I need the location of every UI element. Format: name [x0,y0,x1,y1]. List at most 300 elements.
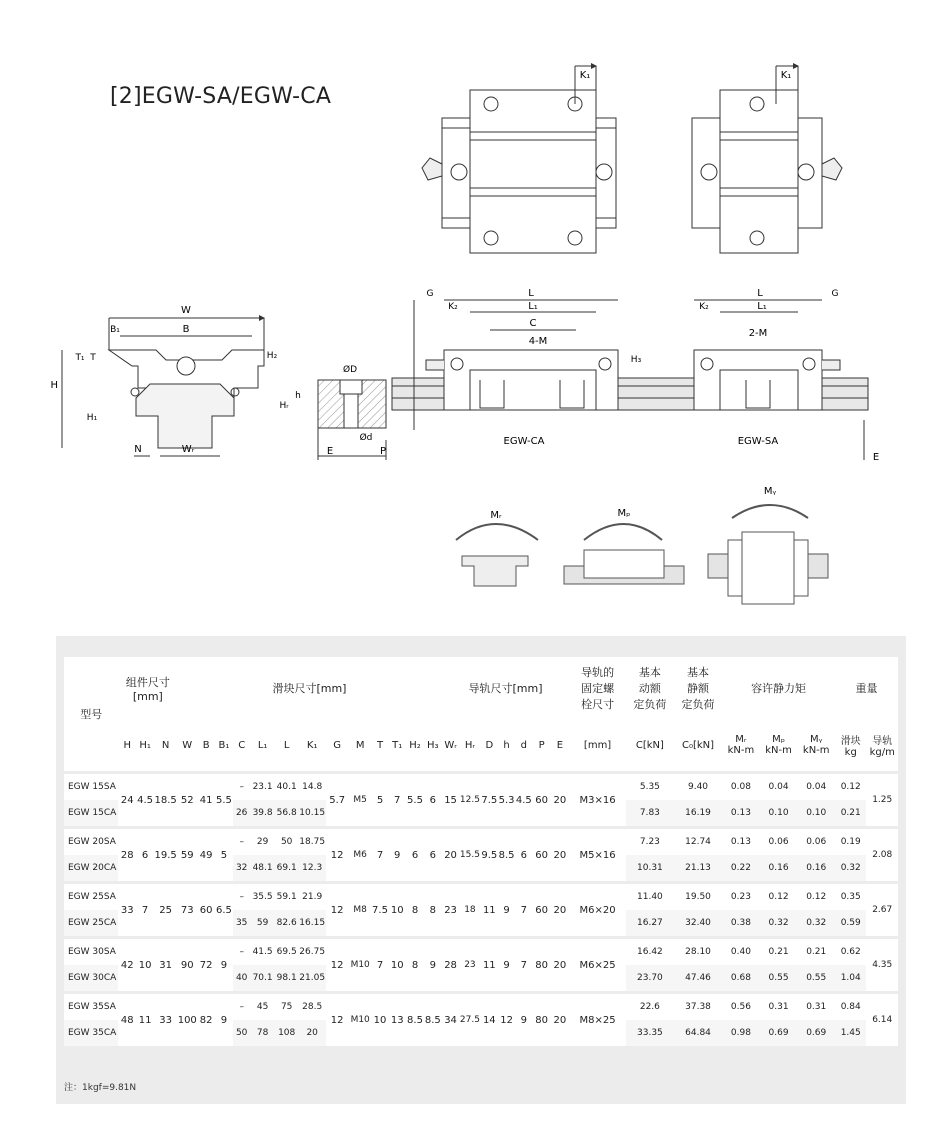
cell-C: – [233,774,251,800]
col-header: Mᵧ kN-m [797,719,835,771]
cell-static: 12.74 [674,829,722,855]
col-header: C₀[kN] [674,719,722,771]
col-header: E [551,719,570,771]
cell-my: 0.32 [797,910,835,936]
col-header: K₁ [299,719,326,771]
cell-WR: 23 [442,884,460,936]
col-header: N [154,719,177,771]
cell-L: 40.1 [275,774,299,800]
cell-W: 90 [177,939,197,991]
col-header: Hᵣ [459,719,480,771]
cell-K1: 21.05 [299,965,326,991]
cell-T1: 10 [388,939,406,991]
g-label-sa: G [831,289,839,299]
cell-my: 0.16 [797,855,835,881]
cell-L: 69.5 [275,939,299,965]
moment-my-icon [708,505,828,604]
cell-D: 11 [480,939,498,991]
cell-d: 7 [515,939,533,991]
cell-K1: 21.9 [299,884,326,910]
k1-label-ca: K₁ [579,70,591,81]
cell-H3: 9 [424,939,442,991]
cell-rail-weight: 6.14 [866,994,898,1046]
cell-C: 35 [233,910,251,936]
k1-label-sa: K₁ [780,70,792,81]
cell-mp: 0.55 [760,965,798,991]
end-view [62,318,264,456]
cell-static: 28.10 [674,939,722,965]
col-header: Mₚ kN-m [760,719,798,771]
cell-h: 9 [498,884,515,936]
m4-label: 4-M [528,336,548,347]
cell-mr: 0.40 [722,939,760,965]
cell-d: 9 [515,994,533,1046]
b-label: B [182,324,190,335]
cell-T1: 9 [388,829,406,881]
cell-block-weight: 0.12 [835,774,866,800]
cell-my: 0.06 [797,829,835,855]
cell-P: 80 [533,939,551,991]
cell-G: 5.7 [326,774,349,826]
cell-mp: 0.04 [760,774,798,800]
weight-header: 重量 [835,657,898,719]
cell-C: 40 [233,965,251,991]
cell-rail-weight: 1.25 [866,774,898,826]
cell-H1: 4.5 [136,774,154,826]
cell-H: 48 [118,994,136,1046]
cell-static: 19.50 [674,884,722,910]
cell-W: 52 [177,774,197,826]
cell-K1: 26.75 [299,939,326,965]
col-header: L₁ [251,719,275,771]
model-ca: EGW 15CA [64,800,118,826]
rail-header: 导轨尺寸[mm] [442,657,570,719]
cell-W: 59 [177,829,197,881]
cell-HR: 18 [459,884,480,936]
cell-static: 16.19 [674,800,722,826]
cell-mp: 0.31 [760,994,798,1020]
model-sa: EGW 25SA [64,884,118,910]
cell-H: 24 [118,774,136,826]
cell-rail-weight: 2.67 [866,884,898,936]
e-label-right: E [872,452,880,463]
model-ca: EGW 20CA [64,855,118,881]
cell-WR: 15 [442,774,460,826]
h1-label: H₁ [86,413,98,423]
cell-WR: 28 [442,939,460,991]
col-header: T [372,719,389,771]
cell-G: 12 [326,939,349,991]
bigd-label: ØD [342,365,358,375]
cell-dynamic: 10.31 [626,855,674,881]
cell-W: 100 [177,994,197,1046]
h-small-label: h [295,391,301,401]
cell-block-weight: 0.21 [835,800,866,826]
cell-B1: 9 [215,994,233,1046]
cell-H: 28 [118,829,136,881]
col-header: H₂ [406,719,424,771]
cell-C: 32 [233,855,251,881]
cell-d: 4.5 [515,774,533,826]
cell-E: 20 [551,884,570,936]
cell-mr: 0.56 [722,994,760,1020]
cell-H3: 8.5 [424,994,442,1046]
hr-label: Hᵣ [279,401,289,411]
cell-T1: 7 [388,774,406,826]
cell-L: 82.6 [275,910,299,936]
cell-static: 64.84 [674,1020,722,1046]
cell-P: 80 [533,994,551,1046]
cell-bolt: M8×25 [569,994,626,1046]
cell-bolt: M5×16 [569,829,626,881]
cell-D: 11 [480,884,498,936]
cell-H1: 11 [136,994,154,1046]
cell-dynamic: 5.35 [626,774,674,800]
col-header: W [177,719,197,771]
cell-static: 32.40 [674,910,722,936]
t1-label: T₁ [75,353,85,363]
model-ca: EGW 30CA [64,965,118,991]
cell-dynamic: 23.70 [626,965,674,991]
cell-static: 47.46 [674,965,722,991]
cell-L1: 45 [251,994,275,1020]
h3-label: H₃ [630,355,642,365]
cell-dynamic: 33.35 [626,1020,674,1046]
cell-mp: 0.12 [760,884,798,910]
model-sa: EGW 15SA [64,774,118,800]
cell-my: 0.21 [797,939,835,965]
cell-mr: 0.13 [722,800,760,826]
model-header: 型号 [64,657,118,771]
cell-P: 60 [533,774,551,826]
dynamic-load-header: 基本 动额 定负荷 [626,657,674,719]
cell-HR: 27.5 [459,994,480,1046]
cell-L1: 70.1 [251,965,275,991]
cell-H: 33 [118,884,136,936]
cell-E: 20 [551,829,570,881]
cell-T: 7.5 [372,884,389,936]
cell-my: 0.10 [797,800,835,826]
cell-T1: 10 [388,884,406,936]
cell-block-weight: 1.04 [835,965,866,991]
cell-N: 18.5 [154,774,177,826]
cell-L1: 23.1 [251,774,275,800]
cell-mr: 0.23 [722,884,760,910]
cell-WR: 34 [442,994,460,1046]
cell-rail-weight: 4.35 [866,939,898,991]
model-ca: EGW 25CA [64,910,118,936]
cell-L: 98.1 [275,965,299,991]
cell-mr: 0.68 [722,965,760,991]
t-label: T [90,353,96,363]
cell-dynamic: 11.40 [626,884,674,910]
col-header: H [118,719,136,771]
n-label: N [134,444,142,455]
cell-dynamic: 16.27 [626,910,674,936]
h2-label-end: H₂ [266,351,278,361]
col-header: T₁ [388,719,406,771]
cell-C: 26 [233,800,251,826]
cell-K1: 18.75 [299,829,326,855]
cell-L: 69.1 [275,855,299,881]
cell-L1: 29 [251,829,275,855]
cell-B1: 5.5 [215,774,233,826]
moment-mp-icon [564,524,684,584]
cell-bolt: M6×25 [569,939,626,991]
col-header: L [275,719,299,771]
cell-static: 37.38 [674,994,722,1020]
col-header: [mm] [569,719,626,771]
cell-M: M5 [349,774,372,826]
col-header: H₃ [424,719,442,771]
cell-G: 12 [326,884,349,936]
my-label: Mᵧ [763,486,777,497]
cell-mp: 0.32 [760,910,798,936]
cell-mp: 0.69 [760,1020,798,1046]
m2-label: 2-M [748,328,768,339]
cell-H1: 6 [136,829,154,881]
cell-block-weight: 0.19 [835,829,866,855]
cell-H2: 6 [406,829,424,881]
cell-D: 14 [480,994,498,1046]
cell-dynamic: 16.42 [626,939,674,965]
cell-L1: 59 [251,910,275,936]
col-header: C [233,719,251,771]
mp-label: Mₚ [617,508,631,519]
cell-B: 72 [197,939,215,991]
cell-G: 12 [326,829,349,881]
cell-d: 7 [515,884,533,936]
l-label-sa: L [757,288,763,299]
cell-dynamic: 7.83 [626,800,674,826]
cell-B1: 5 [215,829,233,881]
col-header: B₁ [215,719,233,771]
cell-my: 0.69 [797,1020,835,1046]
cell-E: 20 [551,994,570,1046]
cell-B1: 6.5 [215,884,233,936]
caption-ca: EGW-CA [503,436,545,447]
spec-table [64,657,898,1046]
assembly-header: 组件尺寸 [mm] [118,657,177,719]
cell-mr: 0.08 [722,774,760,800]
model-sa: EGW 35SA [64,994,118,1020]
cell-H2: 5.5 [406,774,424,826]
cell-C: – [233,829,251,855]
cell-mr: 0.98 [722,1020,760,1046]
cell-T: 7 [372,829,389,881]
cell-static: 21.13 [674,855,722,881]
h-label: H [50,380,58,391]
cell-M: M8 [349,884,372,936]
cell-H2: 8 [406,884,424,936]
cell-HR: 15.5 [459,829,480,881]
cell-mr: 0.38 [722,910,760,936]
k2-label-sa: K₂ [699,302,709,312]
cell-mr: 0.22 [722,855,760,881]
model-ca: EGW 35CA [64,1020,118,1046]
cell-K1: 14.8 [299,774,326,800]
cell-P: 60 [533,884,551,936]
col-header: D [480,719,498,771]
cell-L1: 48.1 [251,855,275,881]
cell-WR: 20 [442,829,460,881]
cell-K1: 20 [299,1020,326,1046]
wr-label: Wᵣ [181,444,195,455]
mr-label: Mᵣ [490,510,502,521]
col-header: B [197,719,215,771]
cell-H: 42 [118,939,136,991]
cell-T: 10 [372,994,389,1046]
col-header: h [498,719,515,771]
cell-K1: 28.5 [299,994,326,1020]
cell-rail-weight: 2.08 [866,829,898,881]
bolt-header: 导轨的 固定螺 栓尺寸 [569,657,626,719]
model-sa: EGW 20SA [64,829,118,855]
cell-bolt: M3×16 [569,774,626,826]
e-label-left: E [326,446,334,457]
cell-K1: 16.15 [299,910,326,936]
col-header: Mᵣ kN-m [722,719,760,771]
col-header: P [533,719,551,771]
cell-C: – [233,994,251,1020]
page-title: [2]EGW-SA/EGW-CA [110,84,332,109]
cell-block-weight: 0.32 [835,855,866,881]
cell-C: – [233,939,251,965]
cell-dynamic: 7.23 [626,829,674,855]
moment-header: 容许静力矩 [722,657,835,719]
cell-HR: 12.5 [459,774,480,826]
cell-h: 5.3 [498,774,515,826]
cell-block-weight: 0.62 [835,939,866,965]
cell-my: 0.12 [797,884,835,910]
cell-T: 7 [372,939,389,991]
caption-sa: EGW-SA [737,436,779,447]
c-label: C [529,318,537,329]
cell-C: – [233,884,251,910]
cell-L: 59.1 [275,884,299,910]
cell-H1: 7 [136,884,154,936]
cell-H2: 8.5 [406,994,424,1046]
cell-K1: 10.15 [299,800,326,826]
cell-D: 7.5 [480,774,498,826]
block-header: 滑块尺寸[mm] [177,657,441,719]
cell-mp: 0.21 [760,939,798,965]
cell-C: 50 [233,1020,251,1046]
col-header: C[kN] [626,719,674,771]
cell-N: 31 [154,939,177,991]
cell-M: M10 [349,994,372,1046]
cell-B: 60 [197,884,215,936]
cell-T: 5 [372,774,389,826]
g-label-ca: G [426,289,434,299]
cell-mr: 0.13 [722,829,760,855]
b1-label: B₁ [110,325,120,335]
smalld-label: Ød [359,433,373,443]
p-label: P [379,446,387,457]
cell-K1: 12.3 [299,855,326,881]
col-header: M [349,719,372,771]
cell-d: 6 [515,829,533,881]
col-header: Wᵣ [442,719,460,771]
l1-label-sa: L₁ [757,301,767,312]
cell-D: 9.5 [480,829,498,881]
cell-H1: 10 [136,939,154,991]
cell-block-weight: 0.84 [835,994,866,1020]
cell-static: 9.40 [674,774,722,800]
cell-E: 20 [551,774,570,826]
cell-M: M6 [349,829,372,881]
cell-my: 0.31 [797,994,835,1020]
footnote: 注：1kgf=9.81N [64,1083,137,1093]
k2-label-ca: K₂ [448,302,458,312]
static-load-header: 基本 静额 定负荷 [674,657,722,719]
cell-block-weight: 0.59 [835,910,866,936]
l1-label-ca: L₁ [528,301,538,312]
cell-P: 60 [533,829,551,881]
cell-HR: 23 [459,939,480,991]
cell-h: 9 [498,939,515,991]
cell-mp: 0.10 [760,800,798,826]
w-label: W [181,305,191,316]
col-header: G [326,719,349,771]
col-header: d [515,719,533,771]
cell-dynamic: 22.6 [626,994,674,1020]
cell-L1: 35.5 [251,884,275,910]
cell-mp: 0.16 [760,855,798,881]
cell-my: 0.55 [797,965,835,991]
cell-B: 41 [197,774,215,826]
model-sa: EGW 30SA [64,939,118,965]
cell-B1: 9 [215,939,233,991]
cell-h: 8.5 [498,829,515,881]
cell-L: 56.8 [275,800,299,826]
cell-L: 75 [275,994,299,1020]
cell-my: 0.04 [797,774,835,800]
cell-N: 19.5 [154,829,177,881]
cell-L1: 78 [251,1020,275,1046]
cell-B: 49 [197,829,215,881]
cell-mp: 0.06 [760,829,798,855]
cell-L: 50 [275,829,299,855]
cell-L: 108 [275,1020,299,1046]
cell-H3: 6 [424,774,442,826]
moment-mr-icon [456,524,538,586]
top-view-sa [692,66,842,253]
side-view [392,300,868,460]
cell-H3: 6 [424,829,442,881]
cell-N: 33 [154,994,177,1046]
cell-T1: 13 [388,994,406,1046]
cell-L1: 41.5 [251,939,275,965]
cell-block-weight: 1.45 [835,1020,866,1046]
cell-H3: 8 [424,884,442,936]
top-view-ca [422,66,616,253]
cell-G: 12 [326,994,349,1046]
cell-L1: 39.8 [251,800,275,826]
cell-N: 25 [154,884,177,936]
cell-h: 12 [498,994,515,1046]
cell-B: 82 [197,994,215,1046]
cell-M: M10 [349,939,372,991]
cell-block-weight: 0.35 [835,884,866,910]
cell-bolt: M6×20 [569,884,626,936]
col-header: 导轨 kg/m [866,719,898,771]
cell-E: 20 [551,939,570,991]
col-header: H₁ [136,719,154,771]
cell-H2: 8 [406,939,424,991]
l-label-ca: L [528,288,534,299]
cell-W: 73 [177,884,197,936]
